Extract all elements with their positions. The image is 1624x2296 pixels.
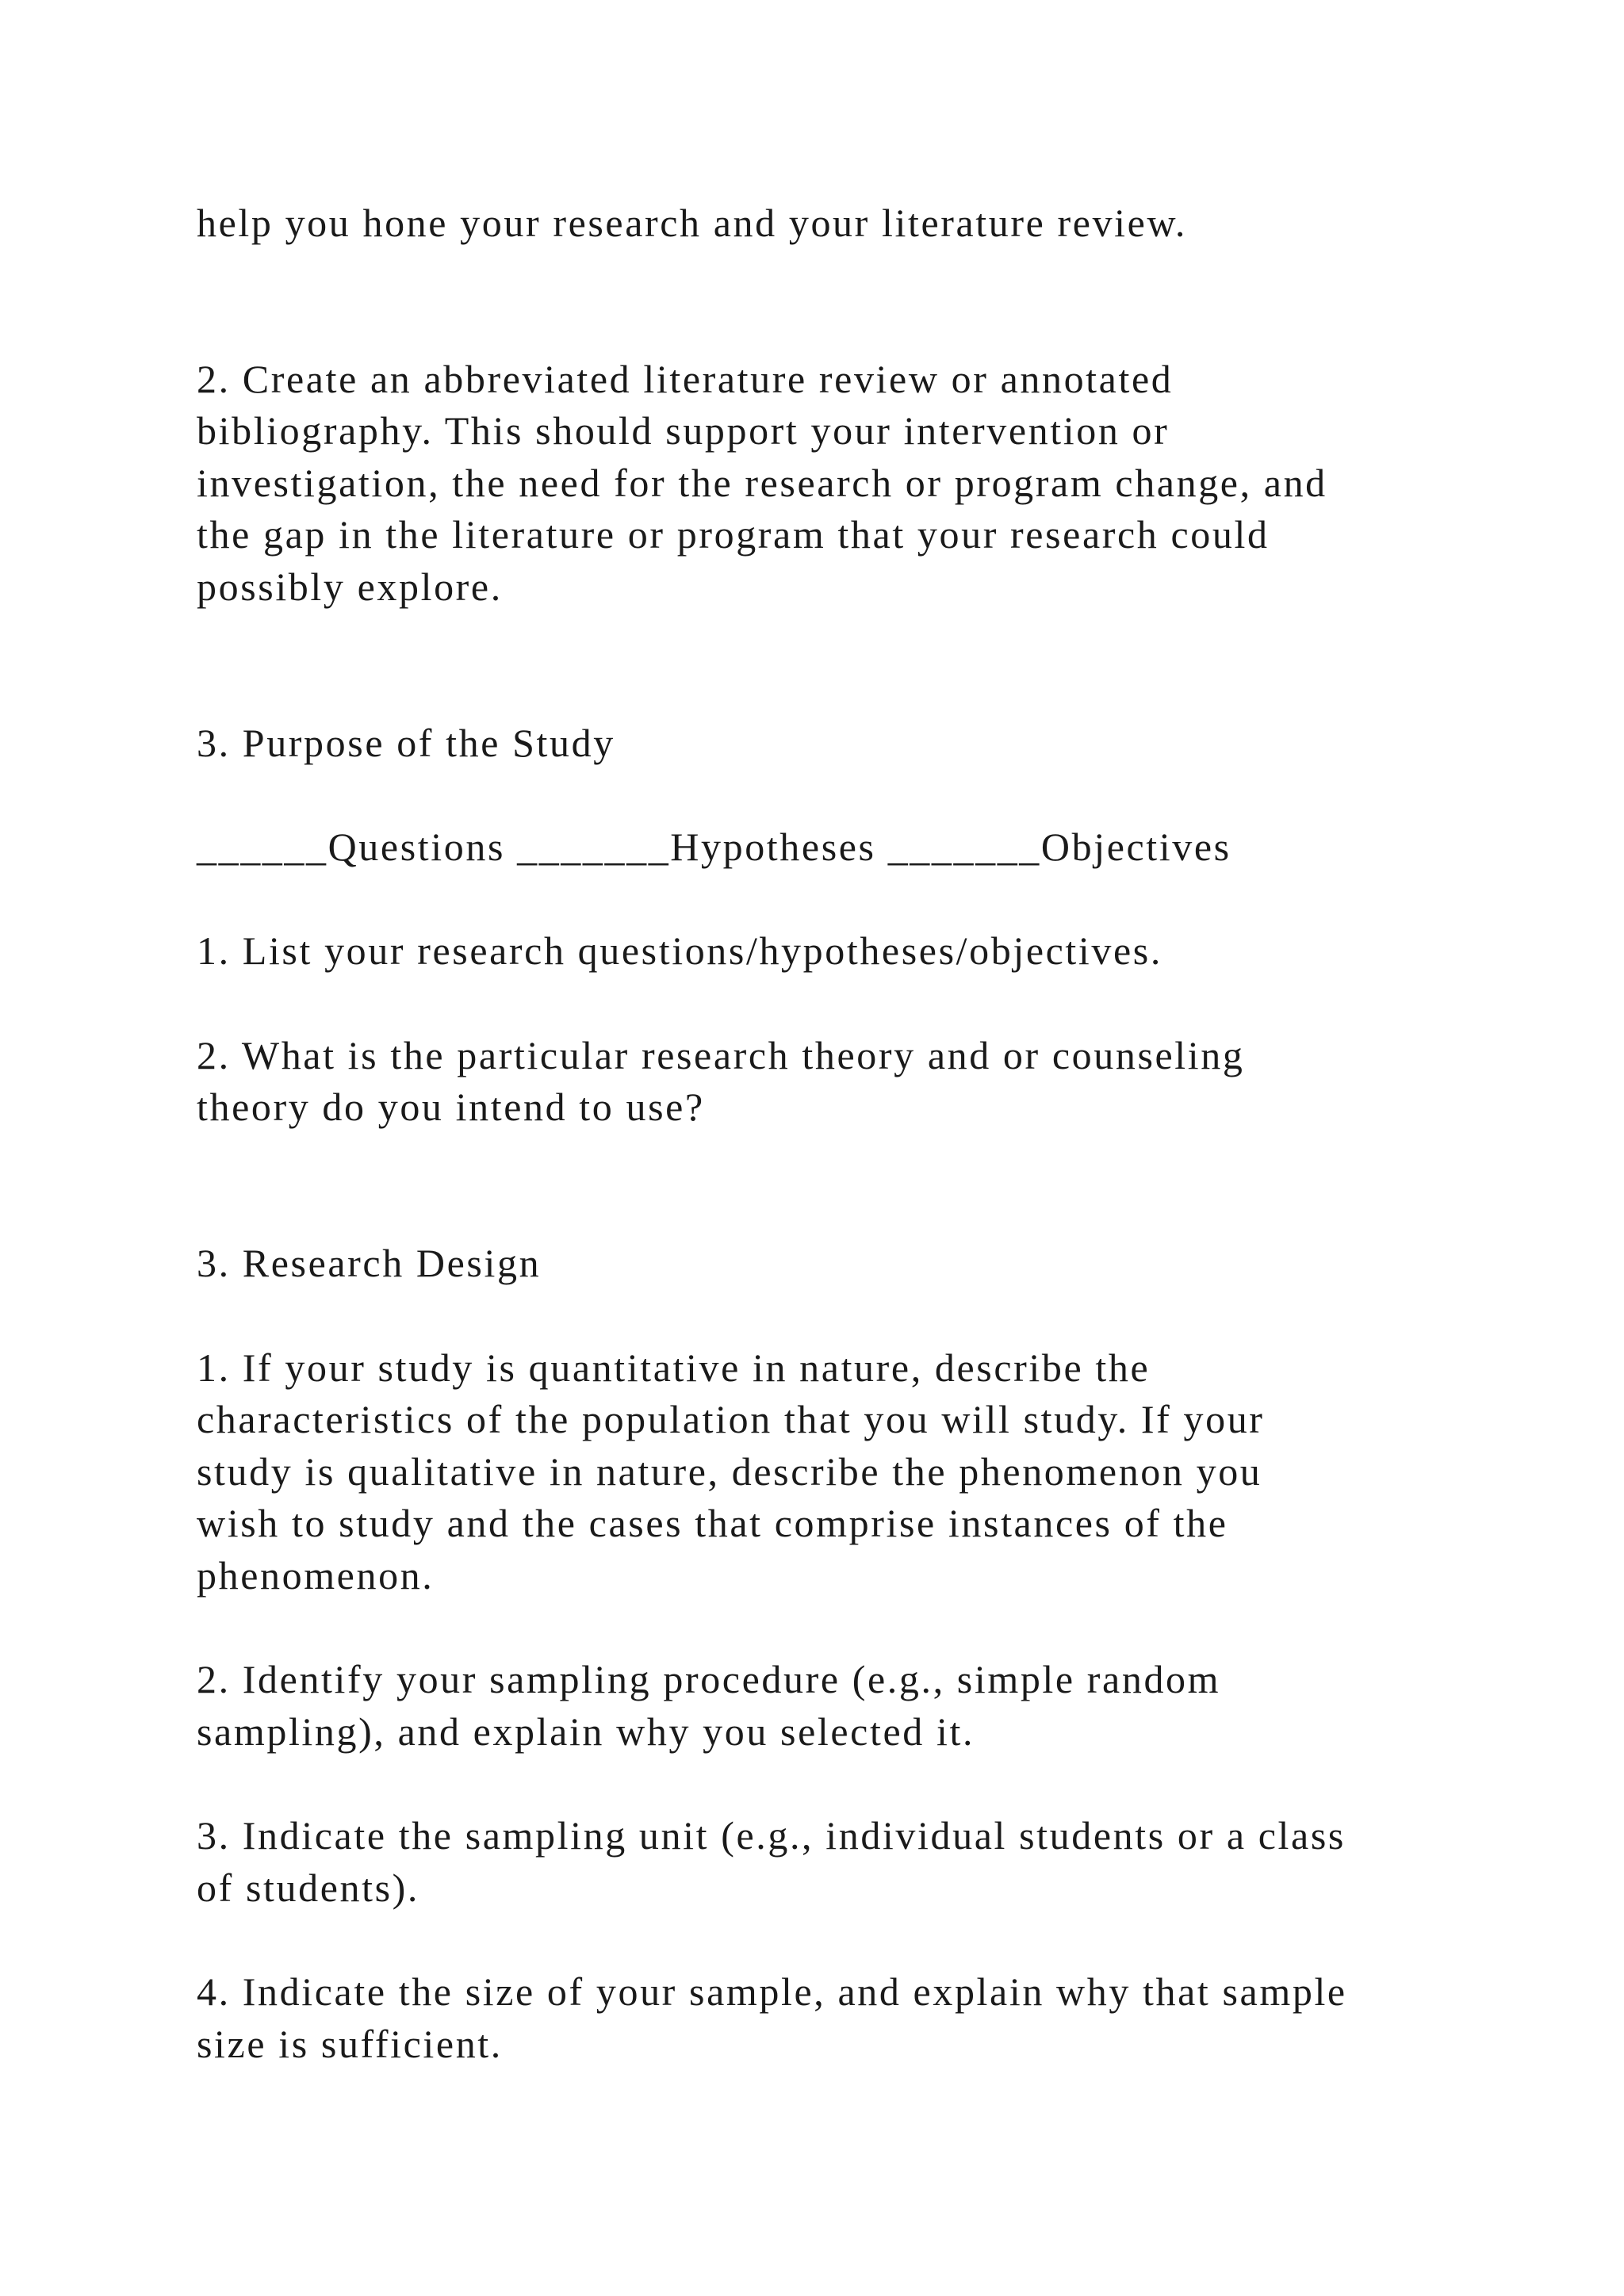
text-line-15: study is qualitative in nature, describe the phenomenon you [197, 1449, 1262, 1494]
text-line-5: the gap in the literature or program that your research could [197, 512, 1270, 557]
text-line-19: sampling), and explain why you selected it. [197, 1709, 975, 1754]
text-line-4: investigation, the need for the research or program change, and [197, 461, 1327, 505]
text-line-23: size is sufficient. [197, 2022, 503, 2066]
text-line-10: 2. What is the particular research theory and or counseling [197, 1033, 1245, 1077]
text-line-18: 2. Identify your sampling procedure (e.g., simple random [197, 1657, 1221, 1701]
text-line-9: 1. List your research questions/hypotheses/objectives. [197, 928, 1162, 973]
study-type-options: ______Questions _______Hypotheses _______Objectives [197, 825, 1231, 869]
text-line-16: wish to study and the cases that comprise instances of the [197, 1501, 1228, 1545]
text-line-2: 2. Create an abbreviated literature review or annotated [197, 357, 1174, 401]
text-line-20: 3. Indicate the sampling unit (e.g., individual students or a class [197, 1813, 1346, 1858]
section-heading-research-design: 3. Research Design [197, 1241, 542, 1285]
text-line-17: phenomenon. [197, 1553, 435, 1598]
text-line-22: 4. Indicate the size of your sample, and explain why that sample [197, 1969, 1347, 2014]
text-line-3: bibliography. This should support your intervention or [197, 408, 1170, 453]
text-line-6: possibly explore. [197, 564, 503, 609]
text-line-11: theory do you intend to use? [197, 1085, 705, 1129]
section-heading-purpose: 3. Purpose of the Study [197, 721, 615, 765]
text-line-14: characteristics of the population that you will study. If your [197, 1397, 1265, 1441]
text-line-13: 1. If your study is quantitative in nature, describe the [197, 1345, 1151, 1390]
text-line-1: help you hone your research and your literature review. [197, 201, 1188, 245]
text-line-21: of students). [197, 1866, 419, 1910]
